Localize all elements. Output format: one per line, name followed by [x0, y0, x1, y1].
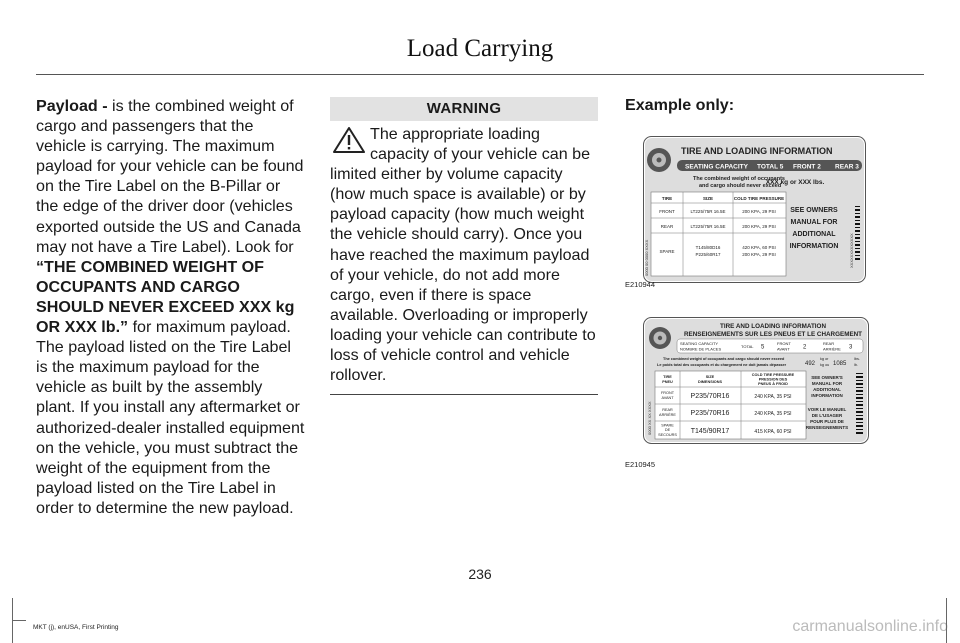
crop-mark-left-h: [12, 620, 26, 621]
payload-term: Payload -: [36, 97, 108, 115]
label2-see-en-4: INFORMATION: [811, 393, 843, 398]
label1-row-rear-size: LT225/75R 16.5E: [690, 224, 726, 229]
label2-see-fr-3: POUR PLUS DE: [810, 419, 844, 424]
label2-see-fr-1: VOIR LE MANUEL: [807, 407, 847, 412]
label2-see-en-1: SEE OWNER'S: [811, 375, 843, 380]
label1-rear: REAR 3: [835, 163, 859, 171]
label2-front-1: FRONT: [777, 341, 791, 346]
warning-box: [330, 97, 598, 395]
label1-seating: SEATING CAPACITY: [685, 163, 748, 171]
label2-row-spare-tire-1: SPARE: [661, 423, 674, 428]
label2-col-pr-2: PRESSION DES: [758, 377, 788, 382]
page-number: 236: [468, 566, 492, 582]
label1-row-spare-size: T145/80D16: [695, 245, 721, 250]
label2-seating-1: SEATING CAPACITY: [680, 341, 719, 346]
label1-col-pressure: COLD TIRE PRESSURE: [733, 196, 785, 201]
label2-rear-2: ARRIÈRE: [823, 346, 841, 352]
label1-see-4: INFORMATION: [789, 243, 839, 250]
payload-bold-quote: “THE COMBINED WEIGHT OF OCCUPANTS AND CARGO SHOULD NEVER EXCEED XXX kg OR XXX lb.”: [36, 257, 295, 337]
label2-col-tire-2: PNEU: [662, 380, 673, 384]
tire-icon: [649, 327, 671, 349]
label2-rear-1: REAR: [823, 341, 835, 346]
label2-col-pr-3: PNEUS À FROID: [758, 382, 788, 386]
header-divider: [36, 74, 924, 75]
watermark: carmanualsonline.info: [792, 618, 948, 635]
label2-total-val: 5: [761, 344, 765, 351]
label1-figure-code: E210944: [625, 280, 656, 289]
warning-triangle-icon: [332, 126, 366, 154]
label1-row-front-tire: FRONT: [659, 209, 675, 214]
label1-row-spare-pressure2: 200 KPA, 29 PSI: [742, 252, 776, 257]
footer-edition: MKT (j), enUSA, First Printing: [33, 624, 119, 631]
label2-row-spare-tire-2: DE: [664, 428, 671, 432]
label2-row-front-size: P235/70R16: [690, 393, 730, 400]
label1-see-2: MANUAL FOR: [790, 219, 838, 226]
label1-row-spare-pressure: 420 KPA, 60 PSI: [742, 245, 776, 250]
label2-lb-val: 1085: [833, 361, 847, 367]
label2-row-rear-tire-2: ARRIÈRE: [659, 413, 676, 417]
label2-row-rear-size: P235/70R16: [690, 410, 730, 417]
label1-see-1: SEE OWNERS: [790, 207, 838, 214]
label1-see-3: ADDITIONAL: [792, 231, 836, 238]
label2-title-2: RENSEIGNEMENTS SUR LES PNEUS ET LE CHARGEMENT: [683, 331, 863, 338]
label2-row-front-tire-1: FRONT: [660, 391, 675, 395]
label2-row-front-tire-2: AVANT: [661, 396, 674, 400]
crop-mark-right: [946, 598, 947, 643]
label1-total: TOTAL 5: [757, 163, 784, 171]
label2-lb-unit-1: lbs.: [854, 357, 860, 361]
label2-row-front-pressure: 240 KPA, 35 PSI: [754, 394, 792, 400]
tire-label-example-2: [643, 317, 869, 444]
label1-front: FRONT 2: [793, 163, 821, 171]
payload-text-2: for maximum payload. The payload listed on the Tire Label is the maximum payload for the vehicle as built by the assembly plant. If you install any aftermarket or authorized-dealer installed equipment on the vehicle, you must subtract the weight of the equipment from the payload listed on the Tire Label in order to determine the new payload.: [36, 318, 305, 517]
label2-row-spare-tire-3: SECOURS: [658, 433, 677, 437]
label2-see-en-3: ADDITIONAL: [813, 387, 841, 392]
warning-text: The appropriate loading capacity of your vehicle can be limited either by volume capacity (how much space is available) or by payload capacity (how much weight the vehicle should carry). Once you have reached the maximum payload of your vehicle, do not add more cargo, even if there is space available. Overloading or improperly loading your vehicle can contribute to loss of vehicle control and vehicle rollover.: [330, 125, 596, 385]
page-header-title: Load Carrying: [406, 35, 554, 62]
warning-heading: WARNING: [330, 97, 598, 121]
label2-see-fr-2: DE L'USAGER: [811, 413, 843, 418]
payload-paragraph: [36, 96, 306, 518]
label1-title: TIRE AND LOADING INFORMATION: [681, 146, 833, 156]
label2-total: TOTAL: [741, 344, 754, 349]
label2-col-size-1: SIZE: [705, 375, 715, 379]
label2-kg-unit-2: kg ou: [820, 363, 830, 367]
tire-icon: [647, 148, 671, 172]
label1-row-rear-pressure: 200 KPA, 29 PSI: [742, 224, 776, 229]
label1-row-rear-tire: REAR: [660, 224, 674, 229]
label2-rear-val: 3: [849, 344, 853, 351]
label2-front-2: AVANT: [777, 346, 790, 352]
label1-col-tire: TIRE: [661, 196, 673, 201]
label2-seating-2: NOMBRE DE PLACES: [680, 346, 722, 352]
label2-col-size-2: DIMENSIONS: [697, 380, 723, 384]
label2-row-rear-tire-1: REAR: [662, 408, 673, 412]
label2-side-code: 0000 XX XX XXXX: [647, 401, 652, 435]
label2-see-en-2: MANUAL FOR: [811, 381, 843, 386]
label1-row-spare-size2: P225/60R17: [695, 252, 721, 257]
label2-kg-unit-1: kg or: [820, 357, 829, 361]
label1-right-code: XXXXXXXXXXXXX: [849, 233, 854, 268]
label2-front-val: 2: [803, 344, 807, 351]
example-only-label: Example only:: [625, 96, 735, 114]
label1-row-spare-tire: SPARE: [659, 249, 675, 254]
label1-col-size: SIZE: [702, 196, 714, 201]
warning-divider: [330, 394, 598, 395]
label1-side-code: 0000 00 0000 XXXX: [644, 239, 649, 276]
tire-label-example-1: [643, 136, 866, 283]
label1-combined-2: and cargo should never exceed: [699, 183, 782, 189]
label2-see-fr-4: RENSEIGNEMENTS: [805, 425, 849, 430]
label1-combined-1: The combined weight of occupants: [693, 176, 785, 182]
label2-col-tire-1: TIRE: [663, 375, 672, 379]
label1-row-front-pressure: 200 KPA, 29 PSI: [742, 209, 776, 214]
label2-figure-code: E210945: [625, 460, 656, 469]
label2-lb-unit-2: lb.: [854, 363, 859, 367]
label2-kg-val: 492: [805, 361, 816, 367]
label2-row-rear-pressure: 240 KPA, 35 PSI: [754, 411, 792, 417]
label2-title-1: TIRE AND LOADING INFORMATION: [720, 323, 826, 330]
label2-col-pr-1: COLD TIRE PRESSURE: [751, 373, 795, 377]
label2-row-spare-size: T145/90R17: [690, 428, 730, 435]
label1-row-front-size: LT225/75R 16.5E: [690, 209, 726, 214]
label2-combined-fr: Le poids total des occupants et du chargement ne doit jamais dépasser: [657, 363, 787, 367]
label1-combined-value: XXX kg or XXX lbs.: [765, 179, 825, 186]
label2-combined-en: The combined weight of occupants and cargo should never exceed: [663, 357, 785, 361]
payload-text-1: is the combined weight of cargo and passengers that the vehicle is carrying. The maximum payload for your vehicle can be found on the Tire Label on the B-Pillar or the edge of the driver door (vehicles exported outside the US and Canada may not have a Tire Label). Look for: [36, 97, 304, 256]
label2-row-spare-pressure: 415 KPA, 60 PSI: [754, 429, 792, 435]
warning-body: [330, 124, 598, 385]
